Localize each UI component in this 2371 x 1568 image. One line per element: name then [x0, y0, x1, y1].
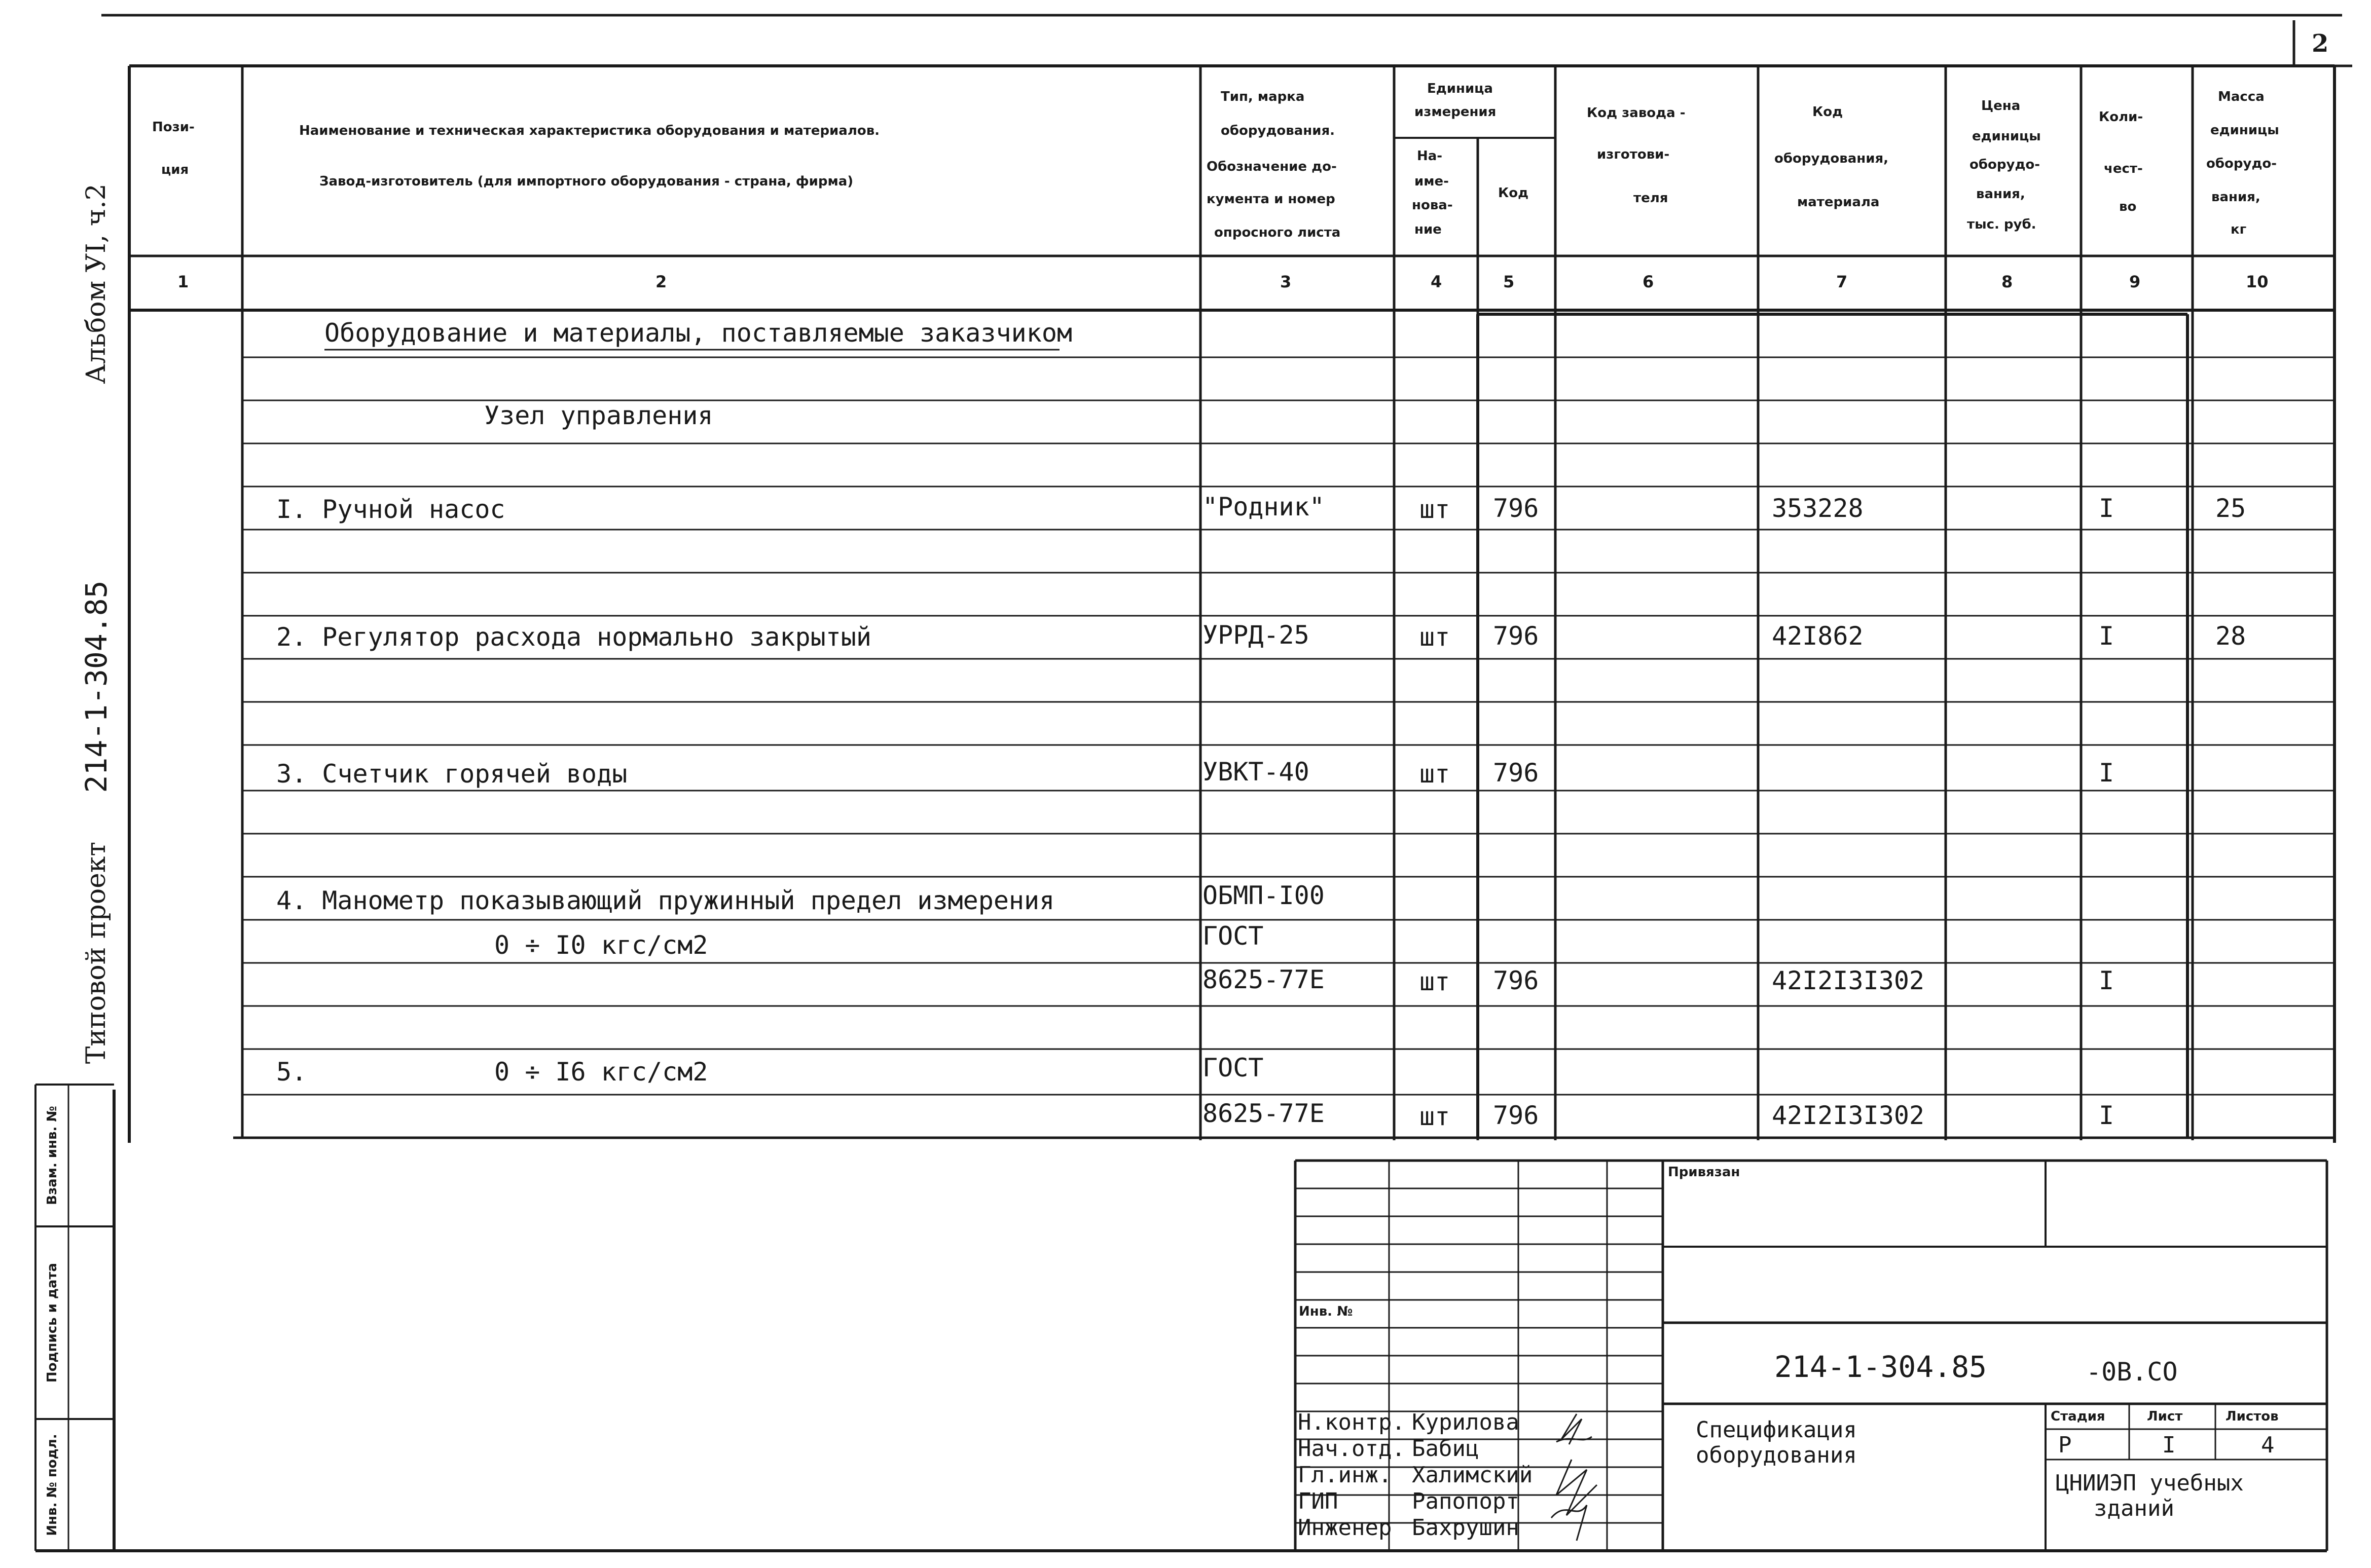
name-4: Рапопорт [1412, 1488, 1519, 1514]
item-2-equip-code: 42I862 [1772, 621, 1864, 651]
header-mass-2: единицы [2210, 123, 2279, 138]
header-qty-3: во [2119, 199, 2137, 214]
col-number-5: 5 [1503, 272, 1515, 291]
stage-value: Р [2058, 1432, 2072, 1458]
header-equip-code-1: Код [1812, 104, 1843, 120]
item-1-unit: шт [1419, 495, 1450, 524]
header-unit-code: Код [1498, 185, 1529, 201]
item-5-equip-code: 42I2I3I302 [1772, 1101, 1925, 1130]
inv-podl-label: Инв. № подл. [45, 1434, 60, 1536]
name-2: Бабиц [1412, 1436, 1479, 1462]
item-4-unit-code: 796 [1493, 966, 1539, 995]
doc-code: 214-1-304.85 [1774, 1350, 1987, 1384]
col-number-3: 3 [1280, 272, 1292, 291]
album-label: Альбом УI, ч.2 [81, 183, 112, 384]
item-5-unit: шт [1419, 1102, 1450, 1131]
role-gip: ГИП [1298, 1488, 1338, 1514]
privyazan-label: Привязан [1668, 1165, 1740, 1180]
item-5-unit-code: 796 [1493, 1101, 1539, 1130]
sign-date-label: Подпись и дата [45, 1262, 60, 1383]
header-position-1: Пози- [152, 120, 195, 135]
item-3-unit-code: 796 [1493, 758, 1539, 788]
col-number-9: 9 [2129, 272, 2141, 291]
item-3-unit: шт [1419, 759, 1450, 789]
section-title: Оборудование и материалы, поставляемые заказчиком [324, 318, 1073, 348]
header-position-2: ция [161, 162, 189, 177]
role-nach-otd: Нач.отд. [1298, 1436, 1405, 1462]
item-2-name: 2. Регулятор расхода нормально закрытый [276, 622, 871, 652]
header-factory-1: Код завода - [1587, 105, 1686, 121]
header-mass-4: вания, [2211, 190, 2260, 205]
org-name-1: ЦНИИЭП учебных [2056, 1470, 2244, 1496]
header-type-3: Обозначение до- [1207, 159, 1337, 174]
item-2-mass: 28 [2215, 621, 2246, 651]
header-mass-3: оборудо- [2206, 156, 2277, 171]
header-mass-1: Масса [2218, 89, 2265, 104]
header-type-2: оборудования. [1221, 123, 1335, 138]
item-1-qty: I [2099, 494, 2114, 523]
item-4-name: 4. Манометр показывающий пружинный предел измерения [276, 886, 1055, 915]
header-qty-1: Коли- [2099, 109, 2143, 125]
header-name-2: Завод-изготовитель (для импортного оборудования - страна, фирма) [319, 174, 854, 189]
inv-no-label: Взам. инв. № [45, 1106, 60, 1205]
item-2-qty: I [2099, 621, 2114, 651]
item-5-type-gost: ГОСТ [1202, 1053, 1264, 1082]
header-unit-1: Единица [1427, 81, 1493, 96]
header-factory-3: теля [1633, 191, 1668, 206]
header-price-1: Цена [1981, 98, 2021, 114]
sheets-label: Листов [2226, 1409, 2279, 1424]
name-3: Халимский [1412, 1462, 1533, 1488]
project-type-label: Типовой проект [81, 841, 112, 1064]
item-5-type-gost-no: 8625-77Е [1202, 1099, 1325, 1128]
sheet-number: 2 [2312, 29, 2329, 58]
header-unit-name-1: На- [1417, 148, 1443, 164]
item-4-qty: I [2099, 966, 2114, 995]
item-5-range: 0 ÷ I6 кгс/см2 [494, 1057, 708, 1087]
header-price-5: тыс. руб. [1967, 217, 2036, 232]
project-code-side: 214-1-304.85 [79, 580, 114, 793]
header-factory-2: изготови- [1597, 147, 1670, 162]
header-price-2: единицы [1972, 129, 2041, 144]
item-5-name: 5. [276, 1057, 307, 1087]
item-4-type-gost: ГОСТ [1202, 921, 1264, 951]
header-name-1: Наименование и техническая характеристика оборудования и материалов. [299, 123, 880, 138]
item-2-unit-code: 796 [1493, 621, 1539, 651]
role-gl-inzh: Гл.инж. [1298, 1462, 1392, 1488]
item-4-unit: шт [1419, 967, 1450, 996]
stage-label: Стадия [2051, 1409, 2105, 1424]
doc-title-1: Спецификация [1696, 1417, 1857, 1443]
header-type-1: Тип, марка [1221, 89, 1305, 104]
header-unit-name-4: ние [1414, 222, 1442, 237]
inv-no-tb-label: Инв. № [1299, 1304, 1353, 1319]
col-number-2: 2 [655, 272, 667, 291]
item-1-equip-code: 353228 [1772, 494, 1864, 523]
col-number-7: 7 [1836, 272, 1848, 291]
header-unit-2: измерения [1414, 104, 1497, 120]
item-2-unit: шт [1419, 622, 1450, 652]
item-4-equip-code: 42I2I3I302 [1772, 966, 1925, 995]
sheet-value: I [2162, 1432, 2176, 1458]
name-5: Бахрушин [1412, 1515, 1519, 1541]
item-4-range: 0 ÷ I0 кгс/см2 [494, 930, 708, 960]
item-4-type-gost-no: 8625-77Е [1202, 965, 1325, 994]
col-number-1: 1 [177, 272, 189, 291]
item-1-name: I. Ручной насос [276, 495, 505, 524]
doc-title-2: оборудования [1696, 1442, 1857, 1468]
col-number-6: 6 [1643, 272, 1654, 291]
item-1-type: "Родник" [1202, 492, 1325, 521]
sheets-value: 4 [2261, 1432, 2275, 1458]
role-inzhener: Инженер [1298, 1515, 1392, 1541]
header-unit-name-3: нова- [1412, 198, 1453, 213]
subsection-title: Узел управления [484, 401, 713, 430]
col-number-10: 10 [2246, 272, 2269, 291]
header-price-3: оборудо- [1969, 157, 2040, 172]
name-1: Курилова [1412, 1409, 1519, 1435]
item-4-type: ОБМП-I00 [1202, 881, 1325, 910]
item-2-type: УРРД-25 [1202, 620, 1309, 650]
org-name-2: зданий [2094, 1496, 2174, 1521]
header-mass-5: кг [2231, 222, 2247, 237]
header-unit-name-2: име- [1414, 174, 1449, 189]
item-3-type: УВКТ-40 [1202, 757, 1309, 787]
header-type-5: опросного листа [1214, 225, 1341, 240]
header-equip-code-2: оборудования, [1774, 151, 1889, 166]
item-3-qty: I [2099, 758, 2114, 788]
header-qty-2: чест- [2104, 161, 2143, 176]
item-5-qty: I [2099, 1101, 2114, 1130]
col-number-4: 4 [1431, 272, 1442, 291]
header-price-4: вания, [1976, 186, 2025, 202]
doc-code-suffix: -0В.СО [2086, 1357, 2178, 1387]
item-3-name: 3. Счетчик горячей воды [276, 759, 628, 789]
sheet-label: Лист [2147, 1409, 2183, 1424]
header-equip-code-3: материала [1797, 195, 1880, 210]
header-type-4: кумента и номер [1207, 192, 1335, 207]
col-number-8: 8 [2001, 272, 2013, 291]
item-1-mass: 25 [2215, 494, 2246, 523]
role-nkontr: Н.контр. [1298, 1409, 1405, 1435]
item-1-unit-code: 796 [1493, 494, 1539, 523]
